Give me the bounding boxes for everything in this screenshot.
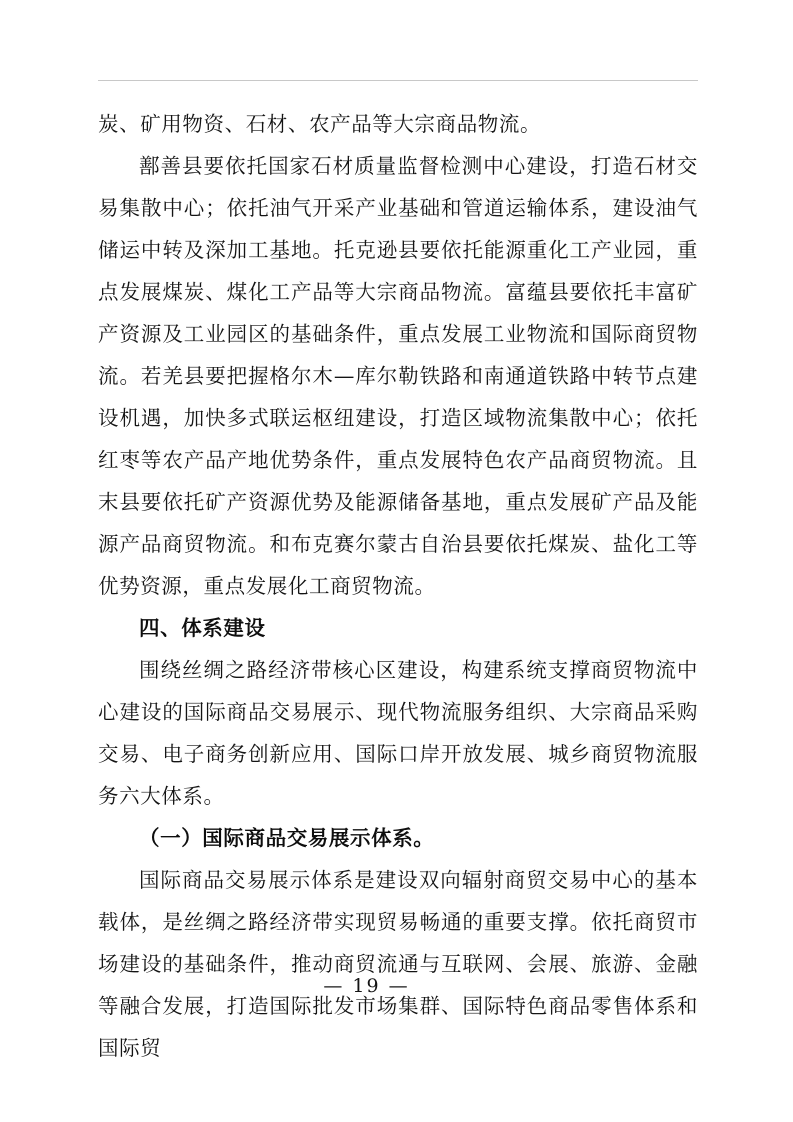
page-content (98, 103, 698, 1069)
paragraph-exhibition-system-detail: 国际商品交易展示体系是建设双向辐射商贸交易中心的基本载体，是丝绸之路经济带实现贸易畅通的重要支撑。依托商贸市场建设的基础条件，推动商贸流通与互联网、会展、旅游、金融等融合发展，打造国际批发市场集群、国际特色商品零售体系和国际贸 (98, 868, 698, 1060)
header-divider-line (98, 80, 698, 81)
paragraph-continuation: 炭、矿用物资、石材、农产品等大宗商品物流。 (98, 112, 542, 136)
page-number: — 19 — (323, 975, 410, 997)
subsection-heading-exhibition-system: （一）国际商品交易展示体系。 (139, 826, 435, 850)
paragraph-six-systems: 围绕丝绸之路经济带核心区建设，构建系统支撑商贸物流中心建设的国际商品交易展示、现代物流服务组织、大宗商品采购交易、电子商务创新应用、国际口岸开放发展、城乡商贸物流服务六大体系。 (98, 658, 698, 808)
section-heading-system-construction: 四、体系建设 (139, 616, 266, 640)
paragraph-county-logistics: 鄯善县要依托国家石材质量监督检测中心建设，打造石材交易集散中心；依托油气开采产业基础和管道运输体系，建设油气储运中转及深加工基地。托克逊县要依托能源重化工产业园，重点发展煤炭、煤化工产品等大宗商品物流。富蕴县要依托丰富矿产资源及工业园区的基础条件，重点发展工业物流和国际商贸物流。若羌县要把握格尔木—库尔勒铁路和南通道铁路中转节点建设机遇，加快多式联运枢纽建设，打造区域物流集散中心；依托红枣等农产品产地优势条件，重点发展特色农产品商贸物流。且末县要依托矿产资源优势及能源储备基地，重点发展矿产品及能源产品商贸物流。和布克赛尔蒙古自治县要依托煤炭、盐化工等优势资源，重点发展化工商贸物流。 (98, 154, 698, 598)
